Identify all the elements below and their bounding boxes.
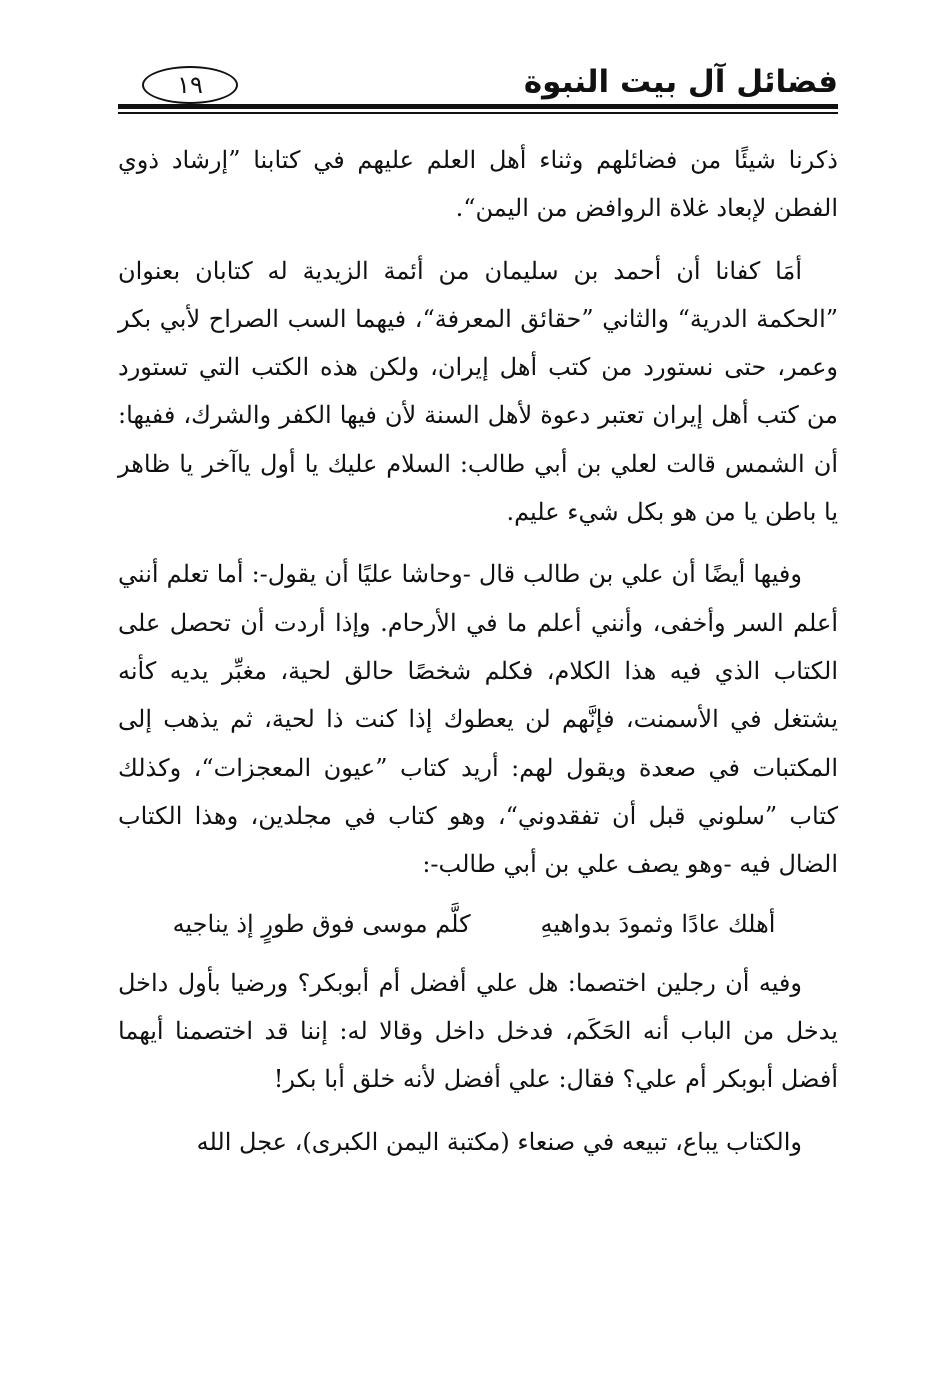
verse-second-hemistich: كلَّم موسى فوق طورٍ إذ يناجيه bbox=[172, 910, 471, 939]
poem-verse bbox=[118, 900, 838, 948]
paragraph: وفيه أن رجلين اختصما: هل علي أفضل أم أبوبكر؟ ورضيا بأول داخل يدخل من الباب أنه الحَكَم، فدخل داخل وقالا له: إننا قد اختصمنا أيهما أفضل أبوبكر أم علي؟ فقال: علي أفضل لأنه خلق أبا بكر! bbox=[118, 968, 838, 1094]
paragraph: ذكرنا شيئًا من فضائلهم وثناء أهل العلم عليهم في كتابنا ”إرشاد ذوي الفطن لإبعاد غلاة الروافض من اليمن“. bbox=[118, 146, 838, 223]
page-header bbox=[118, 60, 838, 116]
page-number-oval bbox=[142, 66, 238, 104]
header-rule-thin bbox=[118, 112, 838, 114]
book-title: فضائل آل بيت النبوة bbox=[523, 64, 838, 100]
body-text bbox=[118, 136, 838, 1166]
page-number: ١٩ bbox=[177, 71, 203, 99]
verse-first-hemistich: أهلك عادًا وثمودَ بدواهيهِ bbox=[540, 910, 776, 939]
paragraph: والكتاب يباع، تبيعه في صنعاء (مكتبة اليمن الكبرى)، عجل الله bbox=[196, 1127, 802, 1156]
paragraph: وفيها أيضًا أن علي بن طالب قال -وحاشا عليًا أن يقول-: أما تعلم أنني أعلم السر وأخفى، وأنني أعلم ما في الأرحام. وإذا أردت أن تحصل على الكتاب الذي فيه هذا الكلام، فكلم شخصًا حالق لحية، مغبِّر يديه كأنه يشتغل في الأسمنت، فإنَّهم لن يعطوك إذا كنت ذا لحية، ثم يذهب إلى المكتبات في صعدة ويقول لهم: أريد كتاب ”عيون المعجزات“، وكذلك كتاب ”سلوني قبل أن تفقدوني“، وهو كتاب في مجلدين، وهذا الكتاب الضال فيه -وهو يصف علي بن أبي طالب-: bbox=[118, 560, 838, 879]
paragraph: أمَا كفانا أن أحمد بن سليمان من أئمة الزيدية له كتابان بعنوان ”الحكمة الدرية“ والثاني ”حقائق المعرفة“، فيهما السب الصراح لأبي بكر وعمر، حتى نستورد من كتب أهل إيران، ولكن هذه الكتب التي تستورد من كتب أهل إيران تعتبر دعوة لأهل السنة لأن فيها الكفر والشرك، ففيها: أن الشمس قالت لعلي بن أبي طالب: السلام عليك يا أول ياآخر يا ظاهر يا باطن يا من هو بكل شيء عليم. bbox=[118, 256, 838, 527]
header-rule-thick bbox=[118, 104, 838, 109]
